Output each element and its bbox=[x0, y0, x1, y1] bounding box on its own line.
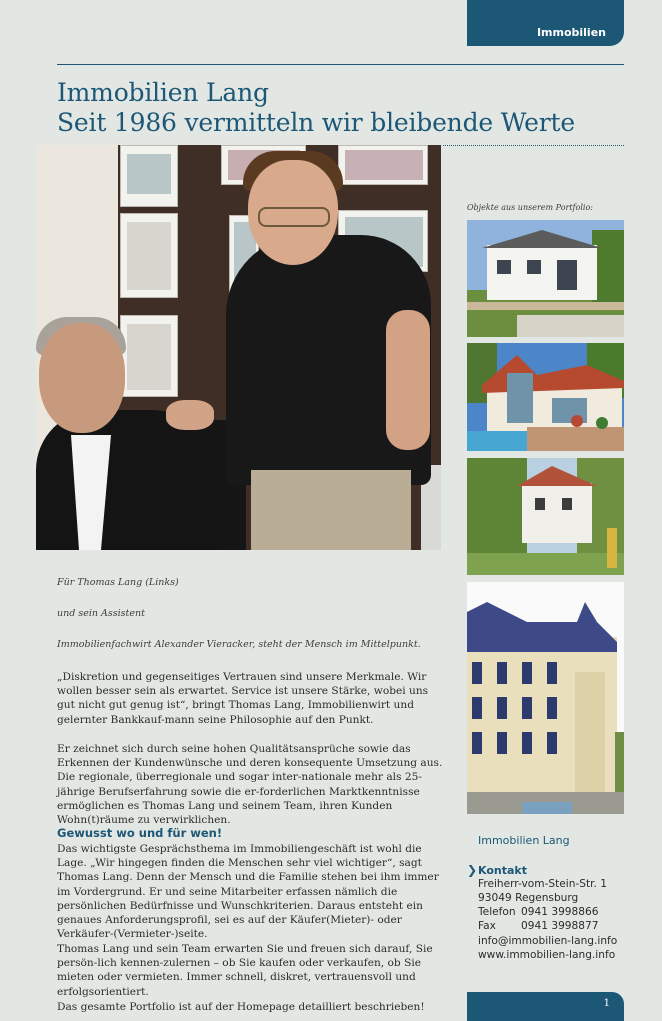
body-paragraph-1: „Diskretion und gegenseitiges Vertrauen sind unsere Merkmale. Wir wollen besser sein als erwartet. Service ist unsere Stärke, wobei uns gut nicht gut genug ist“, bringt Thomas Lang, Immobilienwirt und gelernter Bankkauf-mann seine Philosophie auf den Punkt. bbox=[57, 671, 429, 726]
page-number-tab bbox=[467, 992, 624, 1021]
title-line-2: Seit 1986 vermitteln wir bleibende Werte bbox=[57, 108, 575, 137]
page-number: 1 bbox=[603, 998, 610, 1009]
main-photo bbox=[36, 145, 441, 550]
fax-value: 0941 3998877 bbox=[521, 920, 599, 932]
top-rule bbox=[57, 64, 624, 65]
caption-line-3: Immobilienfachwirt Alexander Vieracker, steht der Mensch im Mittelpunkt. bbox=[57, 639, 421, 650]
title-line-1: Immobilien Lang bbox=[57, 78, 269, 107]
body-paragraph-2: Er zeichnet sich durch seine hohen Qualitätsansprüche sowie das Erkennen der Kundenwünsche und deren konsequente Umsetzung aus. Die regionale, überregionale und sogar inter-nationale mehr als 25-jährige Berufserfahrung sowie die er-forderlichen Marktkenntnisse ermöglichen es Thomas Lang und seinem Team, ihren Kunden Wohn(t)räume zu verwirklichen. bbox=[57, 743, 443, 827]
section-heading: Gewusst wo und für wen! bbox=[57, 826, 223, 840]
contact-website[interactable]: www.immobilien-lang.info bbox=[478, 949, 616, 961]
section-tab bbox=[467, 0, 624, 46]
portfolio-photo-1 bbox=[467, 220, 624, 337]
company-name: Immobilien Lang bbox=[478, 834, 570, 847]
telefon-label: Telefon bbox=[478, 906, 516, 918]
contact-email[interactable]: info@immobilien-lang.info bbox=[478, 935, 618, 947]
body-paragraph-5: Das gesamte Portfolio ist auf der Homepage detailliert beschrieben! bbox=[57, 1001, 425, 1013]
kontakt-label: Kontakt bbox=[478, 863, 527, 877]
contact-telefon bbox=[478, 906, 599, 918]
kontakt-heading bbox=[467, 863, 527, 877]
portfolio-photo-4 bbox=[467, 582, 624, 814]
portfolio-photo-2 bbox=[467, 343, 624, 451]
caption-line-2: und sein Assistent bbox=[57, 608, 145, 619]
caption-line-1: Für Thomas Lang (Links) bbox=[57, 577, 179, 588]
fax-label: Fax bbox=[478, 920, 496, 932]
body-paragraph-4: Thomas Lang und sein Team erwarten Sie und freuen sich darauf, Sie persön-lich kennen-zulernen – ob Sie kaufen oder verkaufen, ob Sie mieten oder vermieten. Immer schnell, diskret, vertrauensvoll und erfolgsorientiert. bbox=[57, 943, 433, 998]
body-paragraph-3: Das wichtigste Gesprächsthema im Immobiliengeschäft ist wohl die Lage. „Wir hingegen finden die Menschen sehr viel wichtiger“, sagt Thomas Lang. Denn der Mensch und die Familie stehen bei ihm immer im Vordergrund. Er und seine Mitarbeiter erfassen nämlich die persönlichen Bedürfnisse und Wunschkriterien. Daraus entsteht ein genaues Anforderungsprofil, sei es auf der Käufer(Mieter)- oder Verkäufer-(Vermieter-)seite. bbox=[57, 843, 439, 941]
section-tab-label: Immobilien bbox=[536, 26, 606, 39]
chevron-right-icon: ❯ bbox=[467, 863, 478, 877]
contact-fax bbox=[478, 920, 599, 932]
telefon-value: 0941 3998866 bbox=[521, 906, 599, 918]
portfolio-photo-3 bbox=[467, 458, 624, 575]
contact-city: 93049 Regensburg bbox=[478, 892, 579, 904]
contact-street: Freiherr-vom-Stein-Str. 1 bbox=[478, 878, 608, 890]
page-title bbox=[57, 78, 575, 138]
portfolio-label: Objekte aus unserem Portfolio: bbox=[467, 203, 593, 212]
dotted-divider bbox=[443, 145, 624, 146]
